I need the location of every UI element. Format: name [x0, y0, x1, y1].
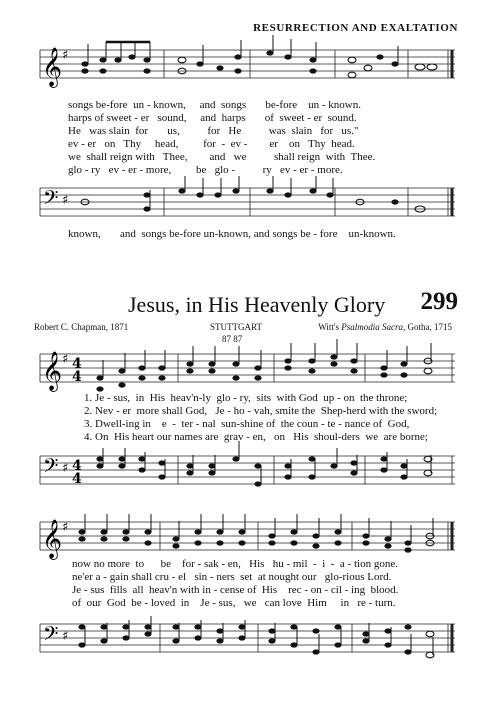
verse-line: of our God be - loved in Je - sus, we can love Him in re - turn.	[72, 597, 396, 609]
svg-text:4: 4	[72, 369, 82, 385]
prev-lyric-line: songs be-fore un - known, and songs be-fore un - known.	[68, 99, 361, 111]
tune-name: STUTTGART	[210, 322, 262, 332]
verse-line: 3. Dwell-ing in e - ter - nal sun-shine of the coun - te - nance of God,	[84, 418, 410, 430]
source-suffix: , Gotha, 1715	[403, 322, 452, 332]
svg-text:4: 4	[72, 471, 82, 487]
svg-text:𝄢: 𝄢	[43, 454, 59, 482]
svg-text:♯: ♯	[62, 352, 69, 367]
svg-text:𝄞: 𝄞	[42, 47, 63, 87]
verse-line: Je - sus fills all heav'n with in - cense of His rec - on - cil - ing blood.	[72, 584, 399, 596]
prev-bass-lyric: known, and songs be-fore un-known, and songs be - fore un-known.	[68, 228, 396, 240]
verse-line: 1. Je - sus, in His heav'n-ly glo - ry, sits with God up - on the throne;	[84, 392, 408, 404]
source-prefix: Witt's	[318, 322, 342, 332]
tune-meter: 87 87	[222, 334, 243, 344]
prev-lyric-line: ev - er on Thy head, for - ev - er on Thy head.	[68, 138, 355, 150]
svg-text:♯: ♯	[62, 461, 69, 476]
hymn-number: 299	[420, 288, 458, 315]
prev-lyric-line: harps of sweet - er sound, and harps of sweet - er sound.	[68, 112, 357, 124]
hymn-author: Robert C. Chapman, 1871	[34, 322, 129, 332]
svg-text:𝄞: 𝄞	[42, 351, 63, 391]
verse-line: now no more to be for - sak - en, His hu - mil - i - a - tion gone.	[72, 558, 398, 570]
prev-lyric-line: He was slain for us, for He was slain for us."	[68, 125, 359, 137]
svg-text:4: 4	[72, 356, 82, 372]
svg-text:♯: ♯	[62, 629, 69, 644]
svg-text:♯: ♯	[62, 48, 69, 63]
svg-text:4: 4	[72, 458, 82, 474]
prev-lyric-line: glo - ry ev - er - more, be glo - ry ev - er - more.	[68, 164, 343, 176]
verse-line: 2. Nev - er more shall God, Je - ho - vah, smite the Shep-herd with the sword;	[84, 405, 438, 417]
hymn-title: Jesus, in His Heavenly Glory	[128, 292, 386, 317]
svg-text:𝄞: 𝄞	[42, 519, 63, 559]
section-header: RESURRECTION AND EXALTATION	[253, 22, 458, 34]
verse-line: ne'er a - gain shall cru - el sin - ners set at nought our glo-rious Lord.	[72, 571, 392, 583]
verse-line: 4. On His heart our names are grav - en, on His shoul-ders we are borne;	[84, 431, 428, 443]
svg-text:♯: ♯	[62, 520, 69, 535]
prev-lyric-line: we shall reign with Thee, and we shall reign with Thee.	[68, 151, 376, 163]
source-title: Psalmodia Sacra	[341, 322, 403, 332]
svg-text:𝄢: 𝄢	[43, 186, 59, 214]
svg-text:𝄢: 𝄢	[43, 622, 59, 650]
svg-text:♯: ♯	[62, 193, 69, 208]
